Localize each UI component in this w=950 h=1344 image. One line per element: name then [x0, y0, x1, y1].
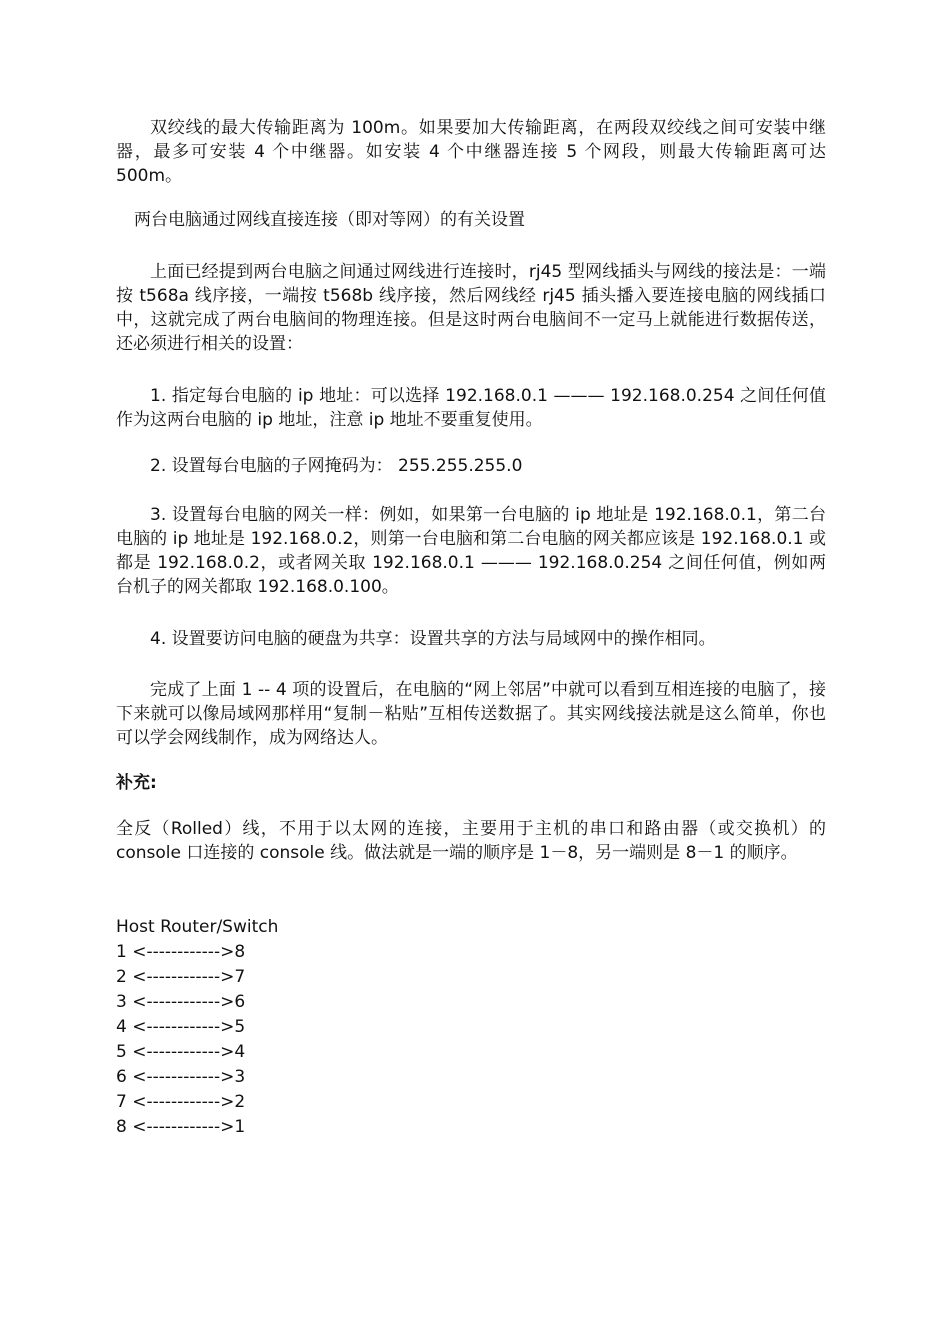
paragraph-rolled-cable: 全反（Rolled）线，不用于以太网的连接，主要用于主机的串口和路由器（或交换机）的 console 口连接的 console 线。做法就是一端的顺序是 1－8，另一端则是 8－1 的顺序。: [116, 819, 826, 863]
pinout-row: 3 <------------>6: [116, 992, 246, 1012]
paragraph-max-distance: 双绞线的最大传输距离为 100m。如果要加大传输距离，在两段双绞线之间可安装中继器，最多可安装 4 个中继器。如安装 4 个中继器连接 5 个网段，则最大传输距离可达 500m。: [116, 118, 826, 186]
pinout-row: 1 <------------>8: [116, 942, 246, 962]
pinout-row: 8 <------------>1: [116, 1117, 246, 1137]
step-3-gateway: 3. 设置每台电脑的网关一样：例如，如果第一台电脑的 ip 地址是 192.168.0.1，第二台电脑的 ip 地址是 192.168.0.2，则第一台电脑和第二台电脑的网关都应该是 192.168.0.1 或都是 192.168.0.2，或者网关取 192.168.0.1 ——— 192.168.0.254 之间任何值，例如两台机子的网关都取 192.168.0.100。: [116, 505, 826, 597]
pinout-row: 7 <------------>2: [116, 1092, 246, 1112]
pinout-row: 6 <------------>3: [116, 1067, 246, 1087]
pinout-row: 4 <------------>5: [116, 1017, 246, 1037]
pinout-row: 5 <------------>4: [116, 1042, 246, 1062]
step-1-ip-address: 1. 指定每台电脑的 ip 地址：可以选择 192.168.0.1 ——— 192.168.0.254 之间任何值作为这两台电脑的 ip 地址，注意 ip 地址不要重复使用。: [116, 386, 826, 430]
paragraph-summary: 完成了上面 1 -- 4 项的设置后，在电脑的“网上邻居”中就可以看到互相连接的电脑了，接下来就可以像局域网那样用“复制－粘贴”互相传送数据了。其实网线接法就是这么简单，你也可以学会网线制作，成为网络达人。: [116, 680, 826, 748]
paragraph-physical-connection: 上面已经提到两台电脑之间通过网线进行连接时，rj45 型网线插头与网线的接法是：一端按 t568a 线序接，一端按 t568b 线序接，然后网线经 rj45 插头播入要连接电脑的网线插口中，这就完成了两台电脑间的物理连接。但是这时两台电脑间不一定马上就能进行数据传送，还必须进行相关的设置：: [116, 262, 826, 354]
step-2-subnet-mask: 2. 设置每台电脑的子网掩码为： 255.255.255.0: [150, 456, 523, 476]
pinout-row: 2 <------------>7: [116, 967, 246, 987]
pinout-header: Host Router/Switch: [116, 917, 279, 937]
section-heading: 两台电脑通过网线直接连接（即对等网）的有关设置: [134, 210, 525, 230]
supplement-label: 补充:: [116, 773, 157, 793]
step-4-share-disk: 4. 设置要访问电脑的硬盘为共享：设置共享的方法与局域网中的操作相同。: [150, 629, 716, 649]
